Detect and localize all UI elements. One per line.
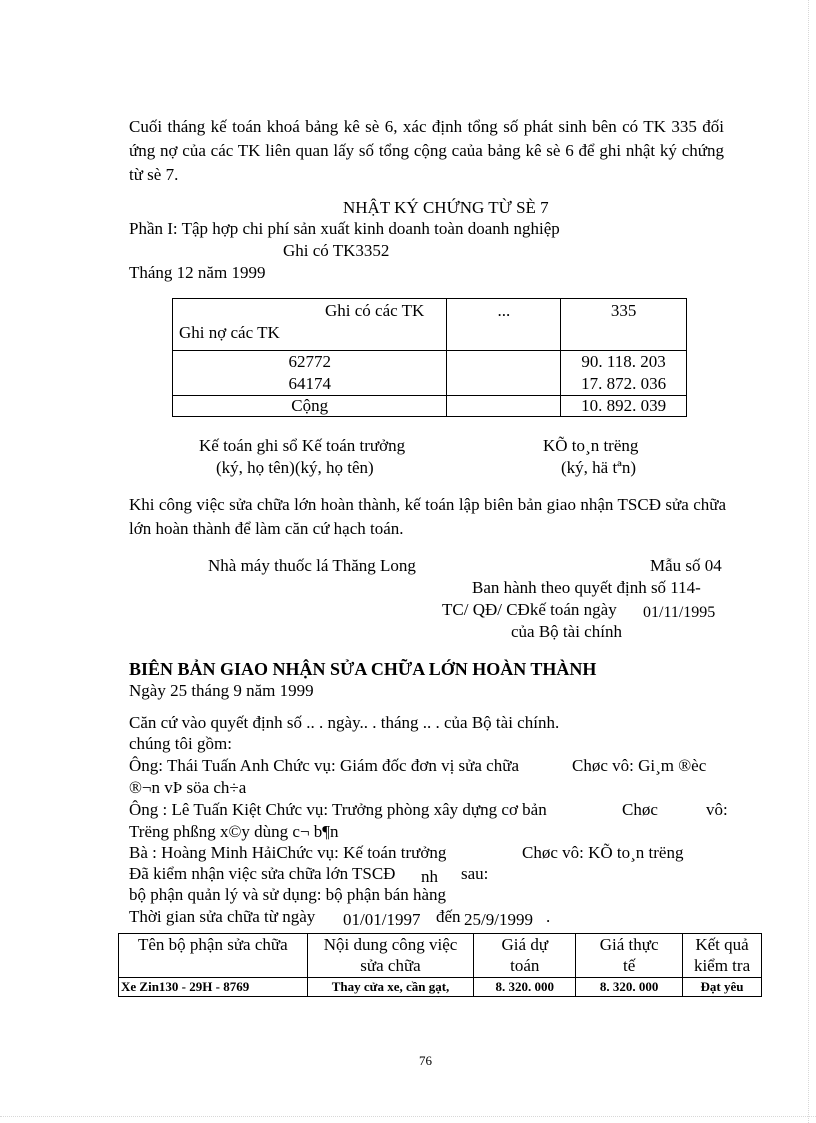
header-335: 335 (561, 299, 687, 351)
minutes-we: chúng tôi gồm: (129, 734, 232, 753)
department-line: bộ phận quản lý và sử dụng: bộ phận bán hàng (129, 885, 447, 904)
participant-3-role-font: Chøc vô: KÕ to¸n trëng (522, 843, 684, 862)
table-row-values (561, 351, 687, 396)
col-header-result-1: Kết quả (695, 935, 749, 954)
total-value: 10. 892. 039 (561, 396, 687, 417)
checked-sau: sau: (461, 864, 489, 883)
page-right-guide (808, 0, 809, 1123)
row-part: Xe Zin130 - 29H - 8769 (119, 978, 308, 997)
participant-3: Bà : Hoàng Minh HảiChức vụ: Kế toán trưởng (129, 843, 447, 862)
row-account-2: 64174 (288, 374, 331, 393)
time-den: đến (436, 907, 461, 926)
participant-2-role-cont: Trëng phßng x©y dùng c¬ b¶n (129, 822, 339, 841)
journal-month: Tháng 12 năm 1999 (129, 263, 266, 282)
table-row-accounts (173, 351, 447, 396)
minutes-title: BIÊN BẢN GIAO NHẬN SỬA CHỮA LỚN HOÀN THÀNH (129, 659, 597, 679)
col-header-actual-2: tế (622, 956, 636, 975)
header-credit: Ghi có các TK (325, 301, 425, 320)
sign-right-note: (ký, hä tªn) (561, 458, 637, 477)
header-debit: Ghi nợ các TK (179, 323, 280, 342)
total-label: Cộng (173, 396, 447, 417)
participant-2: Ông : Lê Tuấn Kiệt Chức vụ: Trưởng phòng xây dựng cơ bản (129, 800, 547, 819)
col-header-content-1: Nội dung công việc (323, 935, 458, 954)
sign-right-title: KÕ to¸n trëng (543, 436, 639, 455)
time-label: Thời gian sửa chữa từ ngày (129, 907, 316, 926)
participant-2-role-colon: vô: (706, 800, 728, 819)
intro-paragraph: Cuối tháng kế toán khoá bảng kê sè 6, xác định tổng số phát sinh bên có TK 335 đối ứng nợ của các TK liên quan lấy số tổng cộng caủa bảng kê sè 6 để ghi nhật ký chứng từ sè 7. (129, 117, 724, 184)
journal-ghi-co: Ghi có TK3352 (283, 241, 390, 260)
participant-1: Ông: Thái Tuấn Anh Chức vụ: Giám đốc đơn vị sửa chữa (129, 756, 519, 775)
participant-2-role-font: Chøc (622, 800, 658, 819)
journal-table (172, 298, 687, 417)
col-header-content (307, 934, 474, 978)
sign-left-titles: Kế toán ghi sổ Kế toán trưởng (199, 436, 406, 455)
col-header-result-2: kiểm tra (693, 956, 751, 975)
time-dot: . (546, 907, 551, 926)
repair-table (118, 933, 762, 997)
checked-nh: nh (421, 867, 438, 886)
row-result: Đạt yêu (683, 978, 762, 997)
table-corner-header (173, 299, 447, 351)
col-header-content-2: sửa chữa (360, 956, 421, 975)
row-actual: 8. 320. 000 (576, 978, 683, 997)
header-dots: ... (447, 299, 561, 351)
table-row-empty (447, 351, 561, 396)
decree-line-3: của Bộ tài chính (511, 622, 622, 641)
row-value-1: 90. 118. 203 (581, 352, 666, 371)
journal-title: NHẬT KÝ CHỨNG TỪ SÈ 7 (343, 198, 549, 217)
row-account-1: 62772 (288, 352, 331, 371)
row-estimate: 8. 320. 000 (474, 978, 576, 997)
row-value-2: 17. 872. 036 (581, 374, 667, 393)
minutes-date: Ngày 25 tháng 9 năm 1999 (129, 681, 314, 700)
sign-left-notes: (ký, họ tên)(ký, họ tên) (216, 458, 374, 477)
total-empty (447, 396, 561, 417)
checked-line: Đã kiểm nhận việc sửa chữa lớn TSCĐ (129, 864, 396, 883)
form-number: Mẫu số 04 (650, 556, 722, 575)
col-header-actual-1: Giá thực (599, 935, 659, 954)
journal-part: Phần I: Tập hợp chi phí sản xuất kinh doanh toàn doanh nghiệp (129, 219, 560, 238)
page-bottom-guide (0, 1116, 816, 1117)
page-number: 76 (419, 1053, 432, 1068)
minutes-basis: Căn cứ vào quyết định số .. . ngày.. . tháng .. . của Bộ tài chính. (129, 713, 560, 732)
col-header-part: Tên bộ phận sửa chữa (119, 934, 308, 978)
participant-1-role-font: Chøc vô: Gi¸m ®èc (572, 756, 707, 775)
paragraph-2: Khi công việc sửa chữa lớn hoàn thành, kế toán lập biên bản giao nhận TSCĐ sửa chữa lớn hoàn thành để làm căn cứ hạch toán. (129, 495, 726, 538)
time-from: 01/01/1997 (343, 910, 421, 929)
decree-line-2: TC/ QĐ/ CĐkế toán ngày (442, 600, 617, 619)
col-header-estimate-2: toán (510, 956, 540, 975)
decree-date: 01/11/1995 (643, 604, 716, 621)
decree-line-1: Ban hành theo quyết định số 114- (472, 578, 701, 597)
factory-name: Nhà máy thuốc lá Thăng Long (208, 556, 416, 575)
table-row (119, 978, 762, 997)
row-content: Thay cửa xe, cần gạt, (307, 978, 474, 997)
col-header-result (683, 934, 762, 978)
col-header-estimate-1: Giá dự (501, 935, 549, 954)
col-header-actual (576, 934, 683, 978)
time-to: 25/9/1999 (464, 910, 533, 929)
col-header-estimate (474, 934, 576, 978)
participant-1-role-cont: ®¬n vÞ söa ch÷a (129, 778, 247, 797)
